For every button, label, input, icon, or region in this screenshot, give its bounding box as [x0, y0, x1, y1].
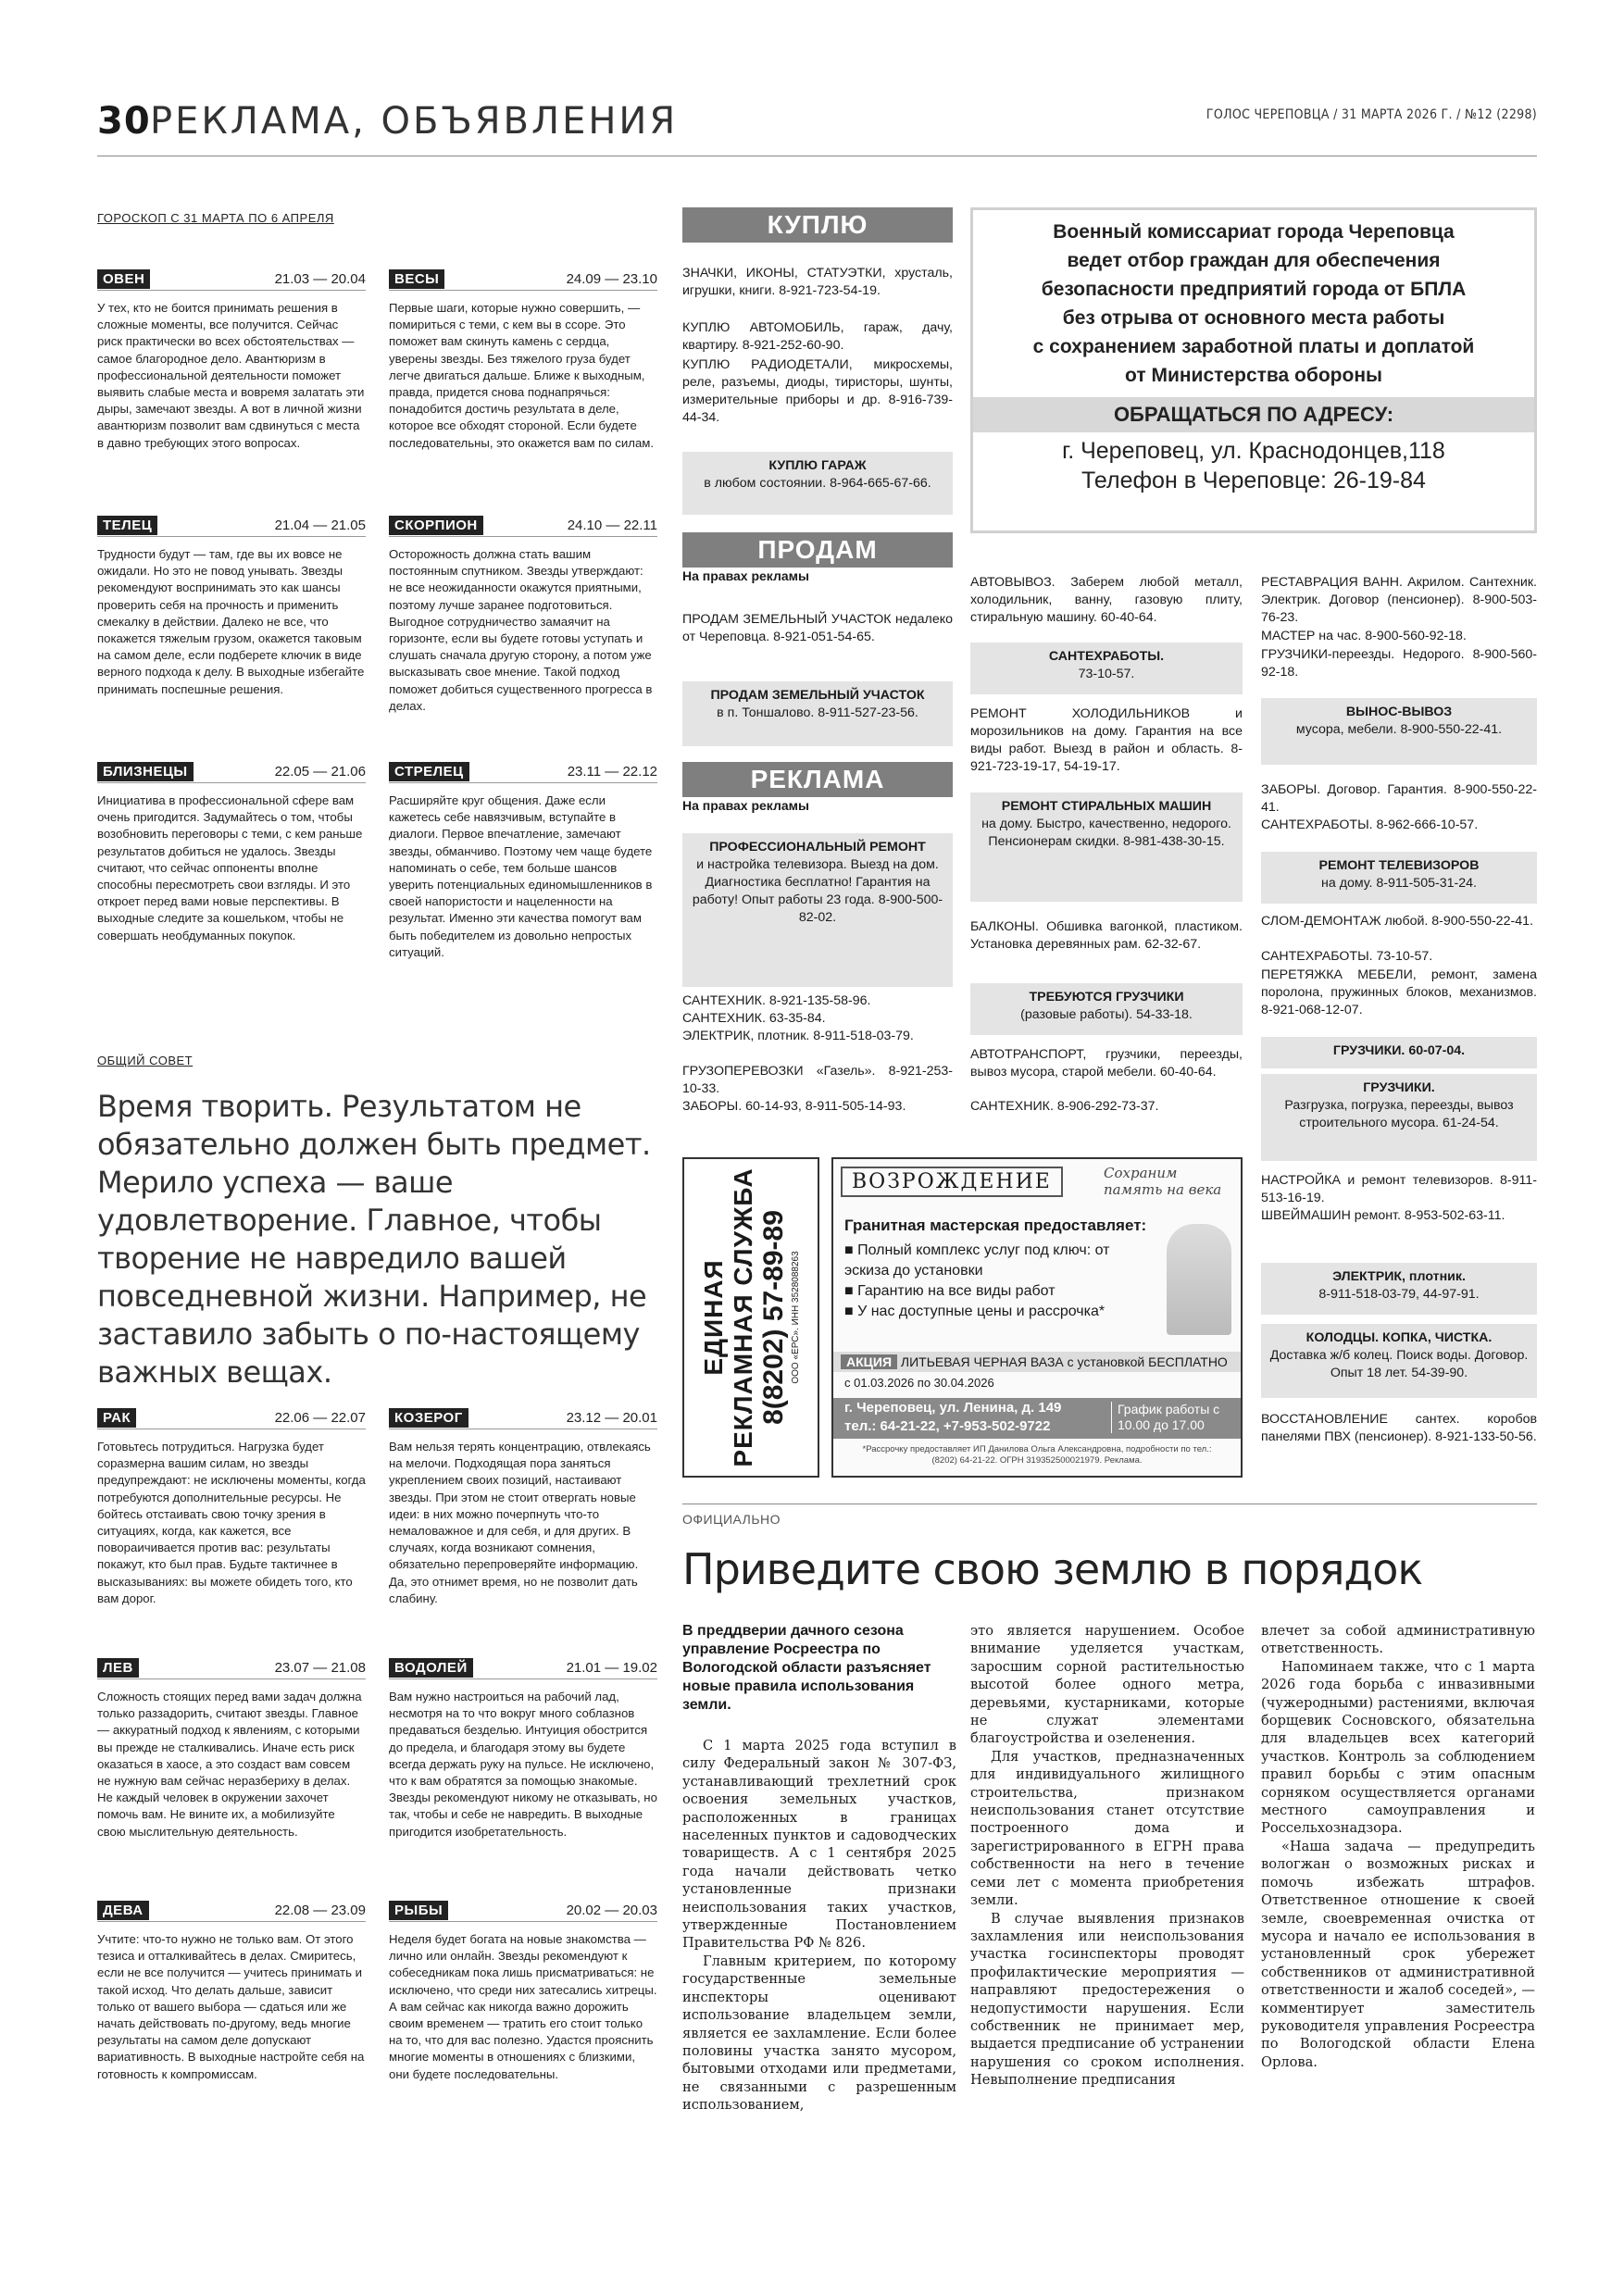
military-line-3: безопасности предприятий города от БПЛА: [1041, 279, 1467, 300]
sign-dates: 21.01 — 19.02: [566, 1660, 657, 1676]
horoscope-sign: [97, 1657, 366, 1841]
article-para-8: «Наша задача — предупредить вологжан о возможных рисках и помочь избежать штрафов. Ответственное отношение к своей земле, своевременная очистка от мусора и начало ее использования в установленный срок убережет собственников от административной ответственности и жалоб соседей», — комментирует заместитель руководителя управления Росреестра по Вологодской области Елена Орлова.: [1261, 1838, 1535, 2070]
article-para-4: Для участков, предназначенных для индивидуального жилищного строительства, признаком неиспользования станет отсутствие построенного дома и зарегистрированного в ЕГРН права собственности на него в течение семи лет с момента приобретения земли.: [970, 1748, 1244, 1909]
sign-dates: 23.12 — 20.01: [566, 1410, 657, 1426]
sign-name: БЛИЗНЕЦЫ: [97, 762, 194, 781]
ad-santehraboty-title: САНТЕХРАБОТЫ.: [1048, 649, 1165, 664]
ad-santehraboty-box: [970, 643, 1243, 694]
sign-dates: 24.10 — 22.11: [567, 518, 657, 533]
sign-header: [389, 1900, 657, 1922]
sign-text: Первые шаги, которые нужно совершить, — помириться с теми, с кем вы в ссоре. Это поможет вам скинуть камень с сердца, уверены звезды. Без тяжелого груза будет легче двигаться дальше. Ближе к выходным, правда, придется снова поднапрячься: понадобится достичь результата в деле, которое все обходят стороной. Если будете последовательны, это окажется вам по силам.: [389, 301, 655, 450]
sign-text: Инициатива в профессиональной сфере вам очень пригодится. Задумайтесь о том, чтобы возобновить переговоры с теми, с кем раньше результатов добиться не удалось. Звезды считают, что сейчас оппоненты вполне способны пересмотреть свои взгляды. И это откроет перед вами новые перспективы. В выходные следите за кошельком, чтобы не совершать необдуманных покупок.: [97, 793, 363, 942]
vozr-phones: тел.: 64-21-22, +7-953-502-9722: [844, 1418, 1051, 1434]
vozr-promo-label: АКЦИЯ: [841, 1354, 897, 1369]
ad-gruzchiki-3-text: Разгрузка, погрузка, переезды, вывоз строительного мусора. 61-24-54.: [1284, 1098, 1514, 1130]
ers-ad: [682, 1157, 819, 1478]
military-contact-title: ОБРАЩАТЬСЯ ПО АДРЕСУ:: [973, 397, 1534, 432]
advice-label: ОБЩИЙ СОВЕТ: [97, 1054, 194, 1067]
sell-on-rights: На правах рекламы: [682, 568, 809, 583]
sign-name: ДЕВА: [97, 1901, 149, 1920]
ad-avtotransport: АВТОТРАНСПОРТ, грузчики, переезды, вывоз мусора, старой мебели. 60-40-64.: [970, 1047, 1243, 1079]
ad-tv-text: на дому. 8-911-505-31-24.: [1321, 876, 1477, 891]
vozr-list: [844, 1241, 1122, 1322]
military-line-2: ведет отбор граждан для обеспечения: [1067, 250, 1441, 271]
horoscope-sign: [389, 268, 657, 452]
article-para-3: это является нарушением. Особое внимание уделяется участкам, заросшим сорной растительностью высотой более одного метра, деревьями, кустарниками, которые не служат элементами благоустройства и озеленения.: [970, 1623, 1244, 1747]
ad-garage-text: в любом состоянии. 8-964-665-67-66.: [704, 476, 931, 491]
ad-santehraboty-3: САНТЕХРАБОТЫ. 73-10-57.: [1261, 949, 1433, 964]
ad-vynos-title: ВЫНОС-ВЫВОЗ: [1345, 705, 1453, 719]
military-line-4: без отрыва от основного места работы: [1062, 307, 1445, 329]
ad-gruzoperevozki: ГРУЗОПЕРЕВОЗКИ «Газель». 8-921-253-10-33.: [682, 1064, 953, 1096]
article-para-7: Напоминаем также, что с 1 марта 2026 года борьба с инвазивными (чужеродными) растениями, включая борщевик Сосновского, обязательна для владельцев всех категорий участков. Контроль за соблюдением правил борьбы с этим опасным сорняком осуществляется органами местного самоуправления и Россельхознадзора.: [1261, 1658, 1535, 1837]
ads-heading: РЕКЛАМА: [682, 762, 953, 797]
ad-gruzchiki-2-box: [1261, 1037, 1537, 1068]
ad-gruzchiki-title: ТРЕБУЮТСЯ ГРУЗЧИКИ: [1029, 990, 1184, 1004]
article-para-5: В случае выявления признаков захламления или неиспользования участка госинспекторы проводят профилактические мероприятия — направляют предостережения о недопустимости нарушения. Если собственник не принимает мер, выдается предписание об устранении нарушения со сроком исполнения. Невыполнение предписания: [970, 1910, 1244, 2089]
ad-stiralki-box: [970, 792, 1243, 902]
ad-elektrik-2-text: 8-911-518-03-79, 44-97-91.: [1318, 1287, 1480, 1302]
sign-header: [389, 761, 657, 783]
ad-kolodcy-title: КОЛОДЦЫ. КОПКА, ЧИСТКА.: [1305, 1330, 1493, 1345]
vozr-contacts: [833, 1398, 1241, 1439]
military-ad: [970, 207, 1537, 533]
ad-gruzchiki-2-title: ГРУЗЧИКИ. 60-07-04.: [1332, 1043, 1466, 1058]
vozr-promo-text: ЛИТЬЕВАЯ ЧЕРНАЯ ВАЗА с установкой БЕСПЛАТНО: [900, 1354, 1228, 1369]
article-lead: В преддверии дачного сезона управление Росреестра по Вологодской области разъясняет новые правила использования земли.: [682, 1623, 931, 1713]
sign-name: ВОДОЛЕЙ: [389, 1658, 473, 1678]
sign-dates: 20.02 — 20.03: [566, 1903, 657, 1918]
ad-tv-repair-text: и настройка телевизора. Выезд на дом. Диагностика бесплатно! Гарантия на работу! Опыт работы 23 года. 8-900-500-82-02.: [692, 857, 943, 925]
horoscope-sign: [97, 268, 366, 452]
military-line-1: Военный комиссариат города Череповца: [1053, 221, 1455, 243]
ers-phone: 8(8202) 57-89-89: [758, 1210, 789, 1425]
sign-dates: 22.05 — 21.06: [274, 764, 366, 780]
ad-tv-title: РЕМОНТ ТЕЛЕВИЗОРОВ: [1318, 858, 1480, 873]
advice-text: Время творить. Результатом не обязательно должен быть предмет. Мерило успеха — ваше удовлетворение. Главное, чтобы творение не навредило вашей повседневной жизни. Например, не заставило забыть о по-настоящему важных вещах.: [97, 1089, 651, 1390]
ad-kuplyu-auto: КУПЛЮ АВТОМОБИЛЬ, гараж, дачу, квартиру. 8-921-252-60-90.: [682, 320, 953, 353]
article-para-6: влечет за собой административную ответственность.: [1261, 1623, 1535, 1657]
sign-dates: 22.06 — 22.07: [274, 1410, 366, 1426]
sign-header: [389, 515, 657, 537]
sell-heading: ПРОДАМ: [682, 532, 953, 568]
ad-santehnik-2: САНТЕХНИК. 63-35-84.: [682, 1011, 826, 1026]
horoscope-sign: [97, 1900, 366, 2083]
sign-header: [389, 1407, 657, 1429]
sign-name: СКОРПИОН: [389, 516, 483, 535]
vozr-item-3: ■ У нас доступные цены и рассрочка*: [844, 1304, 1106, 1319]
ad-stiralki-text: на дому. Быстро, качественно, недорого. Пенсионерам скидки. 8-981-438-30-15.: [981, 817, 1231, 849]
ad-restavraciya: РЕСТАВРАЦИЯ ВАНН. Акрилом. Сантехник. Электрик. Договор (пенсионер). 8-900-503-76-23.: [1261, 575, 1537, 625]
article-column-2: [970, 1622, 1244, 2090]
ad-santehnik-1: САНТЕХНИК. 8-921-135-58-96.: [682, 993, 871, 1008]
vozrozhdenie-ad: [831, 1157, 1243, 1478]
ers-line-2: РЕКЛАМНАЯ СЛУЖБА: [729, 1167, 757, 1467]
sign-text: Вам нужно настроиться на рабочий лад, несмотря на то что вокруг много соблазнов предаваться безделью. Интуиция обострится до предела, и благодаря этому вы будете всегда держать руку на пульсе. Не исключено, что к вам обратятся за помощью знакомые. Звезды рекомендуют никому не отказывать, но так, чтобы и себе не навредить. В выходные пригодится изобретательность.: [389, 1690, 657, 1839]
ad-tv-repair-title: ПРОФЕССИОНАЛЬНЫЙ РЕМОНТ: [709, 840, 926, 855]
ad-elektrik-2-box: [1261, 1263, 1537, 1315]
military-line-6: от Министерства обороны: [1125, 365, 1382, 386]
horoscope-sign: [97, 761, 366, 944]
horoscope-sign: [389, 1900, 657, 2083]
vozr-fine-print: *Рассрочку предоставляет ИП Данилова Ольга Александровна, подробности по тел.: (8202) 64-21-22. ОГРН 319352500021979. Реклама.: [862, 1444, 1212, 1466]
ad-shveimashin: ШВЕЙМАШИН ремонт. 8-953-502-63-11.: [1261, 1208, 1505, 1223]
sign-header: [97, 1900, 366, 1922]
ers-small: ООО «ЕРС». ИНН 3528088263: [791, 1251, 801, 1384]
ad-elektrik: ЭЛЕКТРИК, плотник. 8-911-518-03-79.: [682, 1029, 914, 1043]
vozr-address: г. Череповец, ул. Ленина, д. 149: [844, 1400, 1062, 1416]
ad-santehraboty-text: 73-10-57.: [1078, 667, 1135, 681]
horoscope-sign: [389, 1407, 657, 1607]
sign-dates: 24.09 — 23.10: [566, 271, 657, 287]
ad-garage-box: [682, 452, 953, 515]
horoscope-label: ГОРОСКОП С 31 МАРТА ПО 6 АПРЕЛЯ: [97, 211, 334, 225]
ad-kolodcy-text: Доставка ж/б колец. Поиск воды. Договор. Опыт 18 лет. 54-39-90.: [1269, 1348, 1529, 1380]
buy-heading: КУПЛЮ: [682, 207, 953, 243]
sign-header: [97, 515, 366, 537]
horoscope-sign: [389, 515, 657, 715]
vozr-item-2: ■ Гарантию на все виды работ: [844, 1283, 1056, 1299]
horoscope-sign: [389, 1657, 657, 1841]
sign-text: У тех, кто не боится принимать решения в сложные моменты, все получится. Сейчас риск практически во всех обстоятельствах — самое благородное дело. Авантюризм в профессиональной деятельности поможет выявить слабые места и вовремя залатать эти дыры, замечают звезды. А вот в личной жизни авантюризм позволит вам сдвинуться с места в давно требующих этого вопросах.: [97, 301, 365, 450]
ad-nastroika: НАСТРОЙКА и ремонт телевизоров. 8-911-513-16-19.: [1261, 1173, 1537, 1205]
military-address: г. Череповец, ул. Краснодонцев,118: [1062, 438, 1445, 464]
ad-land-2-box: [682, 681, 953, 746]
ad-peretyazhka: ПЕРЕТЯЖКА МЕБЕЛИ, ремонт, замена поролона, пружинных блоков, механизмов. 8-921-068-12-07.: [1261, 967, 1537, 1017]
section-title: РЕКЛАМА, ОБЪЯВЛЕНИЯ: [150, 100, 679, 143]
sign-name: ВЕСЫ: [389, 269, 444, 289]
vozr-schedule: График работы с 10.00 до 17.00: [1111, 1402, 1231, 1433]
sign-name: ЛЕВ: [97, 1658, 139, 1678]
ad-garage-title: КУПЛЮ ГАРАЖ: [768, 458, 867, 473]
ad-santehraboty-2: САНТЕХРАБОТЫ. 8-962-666-10-57.: [1261, 817, 1479, 832]
sign-text: Расширяйте круг общения. Даже если кажетесь себе навязчивым, вступайте в диалоги. Первое впечатление, замечают звезды, обманчиво. Поэтому чем чаще будете напоминать о себе, тем больше шансов уверить потенциальных единомышленников в своей напористости и нацеленности на результат. Именно эти качества помогут вам быть победителем из довольно непростых ситуаций.: [389, 793, 653, 959]
ad-gruzchiki-box: [970, 983, 1243, 1035]
sign-name: СТРЕЛЕЦ: [389, 762, 469, 781]
ad-zabory-2: ЗАБОРЫ. Договор. Гарантия. 8-900-550-22-41.: [1261, 782, 1537, 815]
sign-header: [389, 1657, 657, 1679]
ers-line-1: ЕДИНАЯ: [699, 1259, 728, 1376]
vozr-title: Гранитная мастерская предоставляет:: [844, 1217, 1147, 1234]
sign-name: РАК: [97, 1408, 136, 1428]
sign-name: РЫБЫ: [389, 1901, 448, 1920]
angel-statue-image: [1167, 1224, 1231, 1335]
sign-text: Учтите: что-то нужно не только вам. От этого тезиса и отталкивайтесь в делах. Смиритесь, если не все получится — учитесь принимать и такой исход. Что делать дальше, зависит только от вашего выбора — сдаться или же начать действовать по-другому, ведь многие результаты на самом деле допускают вариативность. В выходные настройте себя на готовность к компромиссам.: [97, 1932, 365, 2081]
sign-name: ОВЕН: [97, 269, 150, 289]
ad-vynos-box: [1261, 698, 1537, 765]
sign-dates: 23.07 — 21.08: [274, 1660, 366, 1676]
article-title: Приведите свою землю в порядок: [682, 1544, 1423, 1594]
issue-info: ГОЛОС ЧЕРЕПОВЦА / 31 МАРТА 2026 Г. / №12 (2298): [1206, 107, 1537, 122]
sign-dates: 21.04 — 21.05: [274, 518, 366, 533]
military-line-5: с сохранением заработной платы и доплатой: [1032, 336, 1475, 357]
ad-santehnik-3: САНТЕХНИК. 8-906-292-73-37.: [970, 1099, 1159, 1114]
article-column-3: [1261, 1622, 1535, 2071]
ad-gruzchiki-3-box: [1261, 1074, 1537, 1161]
sign-text: Готовьтесь потрудиться. Нагрузка будет соразмерна вашим силам, но звезды предупреждают: не исключены моменты, когда потребуются дополнительные ресурсы. Не бойтесь отстаивать свою точку зрения в ситуациях, когда, как кажется, все повораичивается против вас: результаты покажут, кто был прав. Будьте тактичнее в высказываниях: вы можете обидеть того, кто вам дорог.: [97, 1440, 366, 1605]
ad-holodilniki: РЕМОНТ ХОЛОДИЛЬНИКОВ и морозильников на дому. Гарантия на все виды работ. Выезд в район и область. 8-921-723-19-17, 54-19-17.: [970, 706, 1243, 774]
ad-avtovyvoz: АВТОВЫВОЗ. Заберем любой металл, холодильник, ванну, газовую плиту, стиральную машину. 60-40-64.: [970, 575, 1243, 625]
military-phone: Телефон в Череповце: 26-19-84: [1081, 468, 1426, 493]
horoscope-sign: [389, 761, 657, 961]
sign-header: [389, 268, 657, 291]
vozr-brand: ВОЗРОЖДЕНИЕ: [841, 1167, 1063, 1197]
page-number: 30: [97, 100, 151, 143]
sign-dates: 23.11 — 22.12: [567, 764, 657, 780]
ad-kolodcy-box: [1261, 1324, 1537, 1398]
sign-text: Неделя будет богата на новые знакомства — лично или онлайн. Звезды рекомендуют к собеседникам пока лишь присматриваться: не исключено, что среди них затесались хитрецы. А вам сейчас как никогда важно дорожить своим временем — тратить его стоит только на то, что для вас полезно. Удастся прояснить многие моменты в отношениях с близкими, они будете последовательны.: [389, 1932, 657, 2081]
sign-header: [97, 1407, 366, 1429]
ad-land-1: ПРОДАМ ЗЕМЕЛЬНЫЙ УЧАСТОК недалеко от Череповца. 8-921-051-54-65.: [682, 612, 953, 644]
ad-slom: СЛОМ-ДЕМОНТАЖ любой. 8-900-550-22-41.: [1261, 914, 1533, 929]
ad-vynos-text: мусора, мебели. 8-900-550-22-41.: [1295, 722, 1503, 737]
sign-header: [97, 268, 366, 291]
sign-text: Осторожность должна стать вашим постоянным спутником. Звезды утверждают: не все неожиданности окажутся приятными, поэтому лучше заранее подготовиться. Выгодное сотрудничество замаячит на горизонте, если вы будете готовы уступать и слушать сначала другую сторону, а потом уже высказывать свое мнение. Такой подход поможет добиться существенного прогресса в делах.: [389, 547, 653, 713]
vozr-promo: [833, 1352, 1241, 1372]
sign-dates: 21.03 — 20.04: [274, 271, 366, 287]
vozr-promo-dates: с 01.03.2026 по 30.04.2026: [844, 1376, 994, 1390]
sign-name: КОЗЕРОГ: [389, 1408, 468, 1428]
horoscope-sign: [97, 1407, 366, 1607]
article-column-1: [682, 1622, 956, 2115]
vozr-slogan: Сохраним память на века: [1104, 1165, 1222, 1198]
ad-vosstanovlenie: ВОССТАНОВЛЕНИЕ сантех. коробов панелями ПВХ (пенсионер). 8-921-133-50-56.: [1261, 1412, 1537, 1444]
ad-tv-repair-box: [682, 833, 953, 987]
horoscope-sign: [97, 515, 366, 698]
ad-kuplyu-znachki: ЗНАЧКИ, ИКОНЫ, СТАТУЭТКИ, хрусталь, игрушки, книги. 8-921-723-54-19.: [682, 266, 953, 298]
ad-land-2-title: ПРОДАМ ЗЕМЕЛЬНЫЙ УЧАСТОК: [710, 688, 925, 703]
sign-name: ТЕЛЕЦ: [97, 516, 157, 535]
article-para-2: Главным критерием, по которому государственные земельные инспекторы оценивают использование владельцем земли, является ее захламление. Если более половины участка занято мусором, бытовыми отходами или предметами, не связанными с разрешенным использованием,: [682, 1953, 956, 2114]
ad-gruzchiki-pereezdy: ГРУЗЧИКИ-переезды. Недорого. 8-900-560-92-18.: [1261, 647, 1537, 680]
article-para-1: С 1 марта 2025 года вступил в силу Федеральный закон № 307-ФЗ, устанавливающий трехлетний срок освоения земельных участков, расположенных в границах населенных пунктов и садоводческих товариществ. А с 1 сентября 2025 года начали действовать четко установленные признаки неиспользования таких участков, утвержденные Постановлением Правительства РФ № 826.: [682, 1738, 956, 1952]
sign-text: Вам нельзя терять концентрацию, отвлекаясь на мелочи. Подходящая пора заняться укреплением своих позиций, настаивают звезды. При этом не стоит отвергать новые идеи: в них можно почерпнуть что-то немаловажное и для себя, и для других. В случаях, когда возникают сомнения, обязательно перепроверяйте информацию. Да, это отнимет время, но не позволит дать слабину.: [389, 1440, 651, 1605]
ad-stiralki-title: РЕМОНТ СТИРАЛЬНЫХ МАШИН: [1001, 799, 1212, 814]
ads-on-rights: На правах рекламы: [682, 798, 809, 813]
ad-zabory: ЗАБОРЫ. 60-14-93, 8-911-505-14-93.: [682, 1099, 906, 1114]
ad-balkony: БАЛКОНЫ. Обшивка вагонкой, пластиком. Установка деревянных рам. 62-32-67.: [970, 919, 1243, 952]
vozr-item-1: ■ Полный комплекс услуг под ключ: от эскиза до установки: [844, 1242, 1110, 1279]
ad-tv-box: [1261, 852, 1537, 904]
sign-text: Сложность стоящих перед вами задач должна только раззадорить, считают звезды. Главное — аккуратный подход к явлениям, с которыми вы прежде не сталкивались. Иначе есть риск оказаться в хаосе, а это создаст вам совсем не нужную вам сейчас неразбериху в делах. Не каждый человек в окружении захочет помочь вам. Не вините их, а мобилизуйте свою мыслительную деятельность.: [97, 1690, 362, 1839]
ad-master: МАСТЕР на час. 8-900-560-92-18.: [1261, 629, 1467, 643]
ad-gruzchiki-3-title: ГРУЗЧИКИ.: [1363, 1080, 1435, 1095]
sign-header: [97, 761, 366, 783]
sign-text: Трудности будут — там, где вы их вовсе не ожидали. Но это не повод унывать. Звезды рекомендуют воспринимать это как шансы проверить себя на прочность и применить смекалку в действии. Далеко не все, что покажется тяжелым грузом, окажется таковым на самом деле, если подберете ключик в виде верного подхода к делу. В выходные избегайте принимать поспешные решения.: [97, 547, 365, 696]
sign-dates: 22.08 — 23.09: [274, 1903, 366, 1918]
sign-header: [97, 1657, 366, 1679]
ad-elektrik-2-title: ЭЛЕКТРИК, плотник.: [1332, 1269, 1466, 1284]
ad-land-2-text: в п. Тоншалово. 8-911-527-23-56.: [717, 705, 918, 720]
ad-gruzchiki-text: (разовые работы). 54-33-18.: [1020, 1007, 1193, 1022]
ad-kuplyu-radio: КУПЛЮ РАДИОДЕТАЛИ, микросхемы, реле, разъемы, диоды, тиристоры, шунты, измерительные приборы и др. 8-916-739-44-34.: [682, 357, 953, 425]
article-rubric: ОФИЦИАЛЬНО: [682, 1512, 781, 1527]
